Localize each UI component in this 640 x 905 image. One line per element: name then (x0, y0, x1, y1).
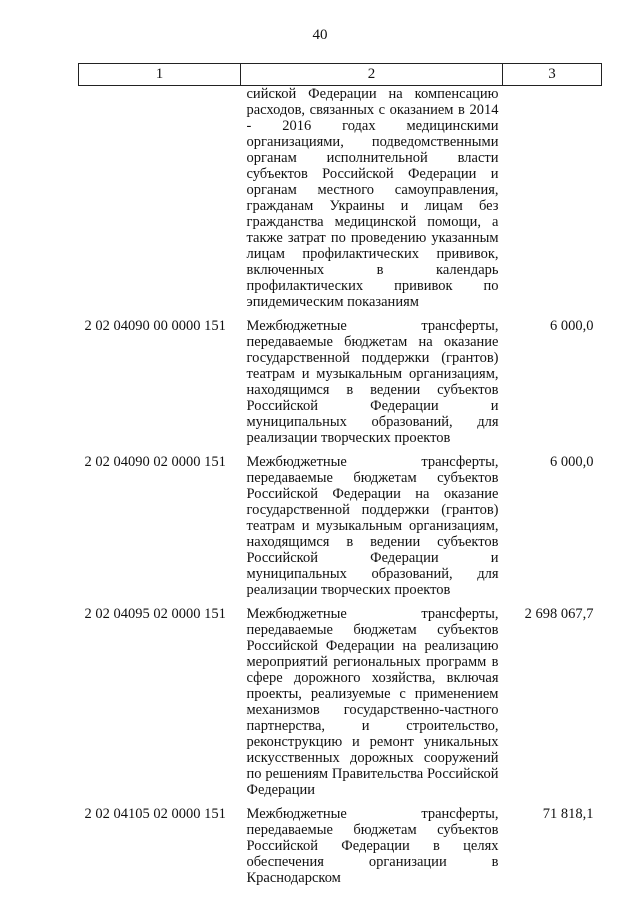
row-code: 2 02 04090 00 0000 151 (84, 318, 226, 334)
row-code: 2 02 04090 02 0000 151 (84, 454, 226, 470)
row-amount: 2 698 067,7 (524, 606, 594, 622)
row-description: сийской Федерации на компенсацию расходов, связанных с оказанием в 2014 - 2016 годах медицинскими организациями, подведомственными органам исполнительной власти субъектов Российской Федерации и органам местного самоуправления, гражданам Украины и лицам без гражданства медицинской помощи, а также затрат по проведению указанным лицам профилактических прививок, включенных в календарь профилактических прививок по эпидемическим показаниям (246, 86, 499, 310)
table-header-row (79, 64, 602, 86)
row-amount (503, 86, 602, 317)
row-amount: 6 000,0 (550, 454, 594, 470)
table-row (79, 316, 602, 452)
header-col-3: 3 (503, 64, 602, 86)
table-row (79, 604, 602, 804)
header-col-1: 1 (79, 64, 241, 86)
row-description: Межбюджетные трансферты, передаваемые бюджетам субъектов Российской Федерации в целях обеспечения организации в Краснодарском (246, 806, 499, 886)
header-col-2: 2 (241, 64, 503, 86)
row-description: Межбюджетные трансферты, передаваемые бюджетам субъектов Российской Федерации на реализацию мероприятий региональных программ в сфере дорожного хозяйства, включая проекты, реализуемые с применением механизмов государственно-частного партнерства, и строительство, реконструкцию и ремонт уникальных искусственных дорожных сооружений по решениям Правительства Российской Федерации (246, 606, 499, 798)
page-number: 40 (312, 27, 328, 43)
budget-table (78, 63, 602, 892)
table-row (79, 804, 602, 892)
row-code: 2 02 04095 02 0000 151 (84, 606, 226, 622)
row-code: 2 02 04105 02 0000 151 (84, 806, 226, 822)
row-description: Межбюджетные трансферты, передаваемые бюджетам субъектов Российской Федерации на оказание государственной поддержки (грантов) театрам и музыкальным организациям, находящимся в ведении субъектов Российской Федерации и муниципальных образований, для реализации творческих проектов (246, 454, 499, 598)
row-amount: 71 818,1 (542, 806, 594, 822)
row-code (79, 86, 241, 317)
row-amount: 6 000,0 (550, 318, 594, 334)
row-description: Межбюджетные трансферты, передаваемые бюджетам на оказание государственной поддержки (грантов) театрам и музыкальным организациям, находящимся в ведении субъектов Российской Федерации и муниципальных образований, для реализации творческих проектов (246, 318, 499, 446)
table-row (79, 452, 602, 604)
table-row (79, 86, 602, 317)
